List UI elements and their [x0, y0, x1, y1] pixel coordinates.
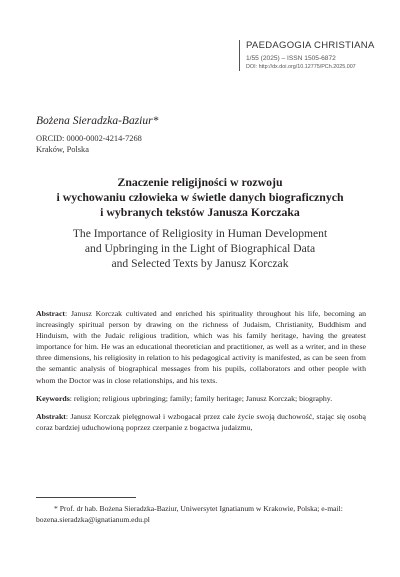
- author-name: Bożena Sieradzka-Baziur*: [36, 115, 159, 127]
- author-block: [36, 114, 366, 155]
- footnote-rule: [36, 497, 136, 498]
- title-polish-line: Znaczenie religijności w rozwoju: [117, 175, 283, 189]
- journal-header: [239, 40, 396, 71]
- abstrakt-label: Abstrakt: [36, 411, 66, 421]
- abstract-english: [36, 308, 366, 386]
- footnote-text: * Prof. dr hab. Bożena Sieradzka-Baziur, Uniwersytet Ignatianum w Krakowie, Polska; e-mail: bozena.sieradzka@ignatianum.edu.pl: [36, 504, 343, 524]
- abstract-text: : Janusz Korczak cultivated and enriched his spirituality throughout his life, becoming an increasingly spiritual person by drawing on the richness of Judaism, Christianity, Buddhism and Hinduism, with the Judaic religious tradition, which was his family heritage, having the greatest importance for him. He was an educational theoretician and practitioner, as well as a writer, and in these three dimensions, his religiosity in relation to his pedagogical activity is manifested, as can be seen from the semantic analysis of biographical messages from his pupils, collaborators and other people with whom the Doctor was in close relationships, and his texts.: [36, 309, 366, 385]
- author-place: Kraków, Polska: [36, 145, 89, 154]
- title-english-line: and Selected Texts by Janusz Korczak: [111, 256, 289, 270]
- keywords-label: Keywords: [36, 393, 70, 403]
- footnote: [36, 497, 366, 525]
- journal-title: PAEDAGOGIA CHRISTIANA: [246, 40, 375, 51]
- title-polish-line: i wychowaniu człowieka w świetle danych biograficznych: [56, 189, 344, 204]
- title-polish: [30, 175, 370, 219]
- keywords-text: : religion; religious upbringing; family; family heritage; Janusz Korczak; biography.: [69, 393, 333, 403]
- journal-doi: DOI: http://dx.doi.org/10.12775/PCh.2025.007: [246, 64, 356, 70]
- title-english-line: The Importance of Religiosity in Human Development: [72, 227, 328, 240]
- abstract-polish: [36, 411, 366, 433]
- title-polish-line: i wybranych tekstów Janusza Korczaka: [100, 204, 300, 219]
- abstrakt-text: : Janusz Korczak pielęgnował i wzbogacał przez całe życie swoją duchowość, stając się osobą coraz bardziej uduchowioną poprzez czerpanie z bogactwa judaizmu,: [36, 411, 366, 432]
- abstract-section: [36, 308, 366, 433]
- keywords: [36, 393, 366, 404]
- author-orcid: ORCID: 0000-0002-4214-7268: [36, 134, 142, 143]
- abstract-label: Abstract: [36, 309, 66, 318]
- title-english-line: and Upbringing in the Light of Biographical Data: [84, 241, 316, 255]
- journal-issue: 1/55 (2025) – ISSN 1505-6872: [246, 55, 336, 62]
- title-english: [30, 227, 370, 271]
